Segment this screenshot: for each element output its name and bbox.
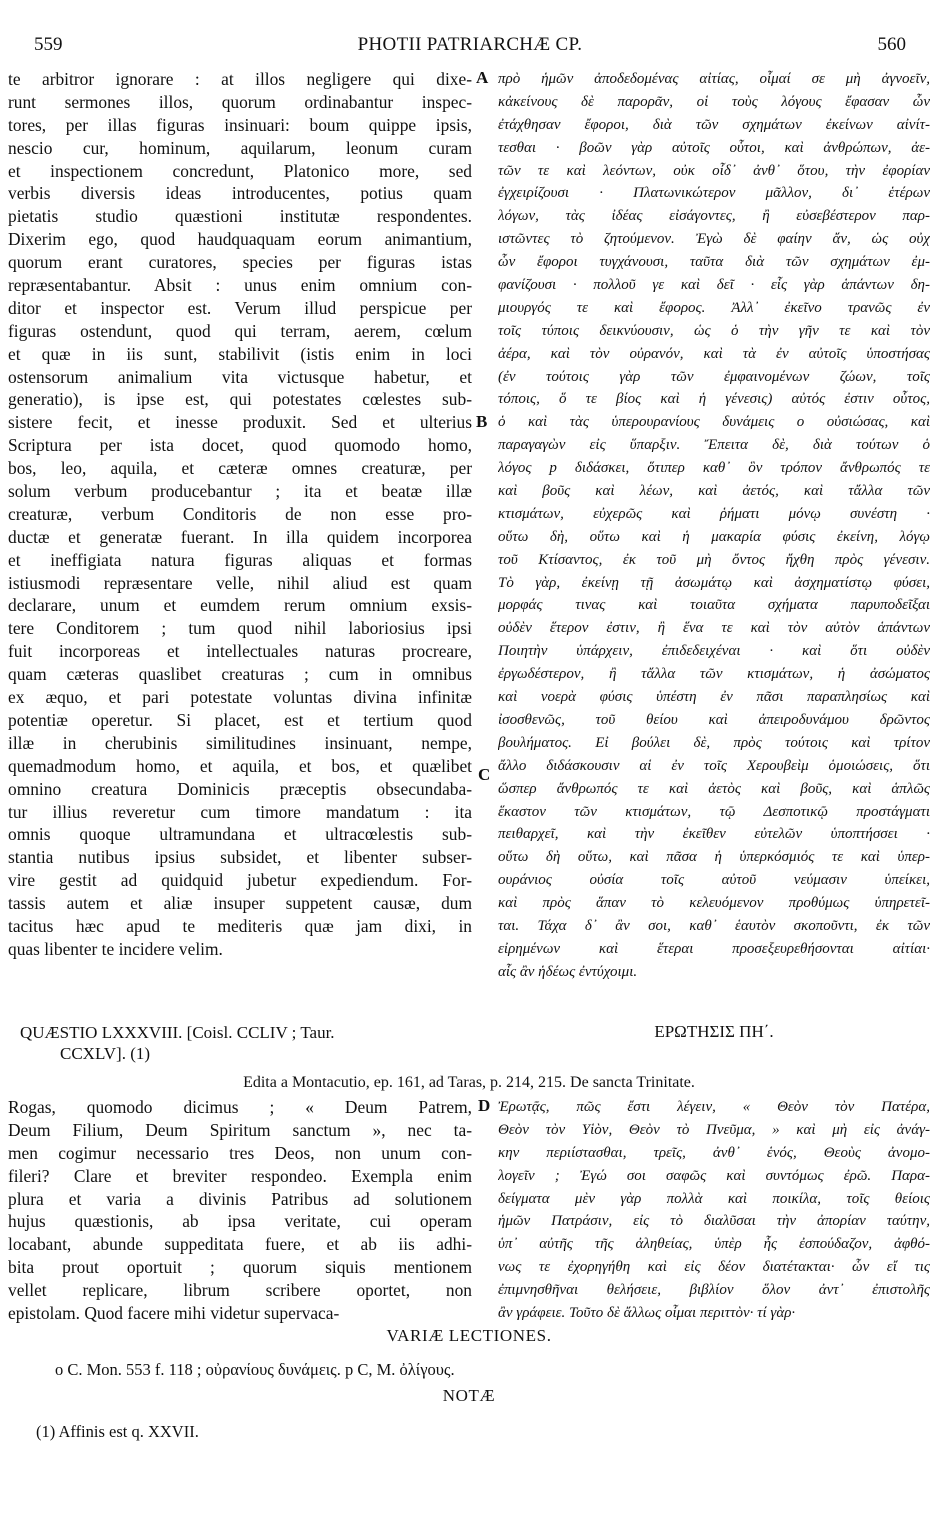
greek-text-line: ἡμῶν Πατράσιν, εἰς τὸ διαλῦσαι τὴν ἀπορίαν ταύτην, <box>498 1213 930 1230</box>
latin-text-line: et ineffigiata natura figuras aliquas et formas <box>8 549 472 570</box>
notae-title: NOTÆ <box>442 1386 496 1405</box>
greek-text-line: τοῖς τύποις δεικνύουσιν, ὡς ὁ τὴν γῆν τε καὶ τὸν <box>498 322 930 339</box>
latin-text-line: tacitus hæc apud te mediteris quæ jam dixi, in <box>8 915 472 936</box>
latin-text-line: fileri? Clare et breviter respondeo. Exempla enim <box>8 1165 472 1186</box>
section-marker-d: D <box>478 1096 491 1115</box>
greek-text-line: καὶ βοῦς καὶ λέων, καὶ ἀετός, καὶ τἄλλα τῶν <box>498 483 930 500</box>
greek-text-line: λόγος p διδάσκει, ὅτιπερ καθ᾽ ὃν τρόπον ἄνθρωπός τε <box>498 460 930 477</box>
greek-text-line: ἐτάχθησαν ἔφοροι, διὰ τῶν σχημάτων ἐκείνων αἰνίτ- <box>498 116 930 133</box>
latin-text-line: quas libenter te incidere velim. <box>8 938 223 959</box>
latin-text-line: quemadmodum homo, et aquila, et bos, et quælibet <box>8 755 472 776</box>
latin-text-line: fuit incorporeas et intellectuales naturas procreare, <box>8 641 472 662</box>
latin-text-line: Scriptura per ista docet, quod quomodo homo, <box>8 435 472 456</box>
greek-text-line: ουράνιος οὐσία τοῖς αὐτοῦ νεύμασιν ὑπείκει, <box>498 872 930 889</box>
latin-text-line: nescio cur, hominum, aquilarum, leonum curam <box>8 137 472 158</box>
greek-text-line: παραγαγὼν εἰς ὕπαρξιν. Ἔπειτα δὲ, διὰ τούτων ὁ <box>498 437 930 454</box>
latin-text-line: figuras ostendunt, quod qui terram, aerem, cœlum <box>8 320 472 341</box>
latin-text-line: locabant, abunde suppeditata fuere, et ab iis adhi- <box>8 1234 472 1255</box>
latin-text-line: generatio), is ipse est, qui potestates cœlestes sub- <box>8 389 472 410</box>
greek-text-line: ἕκαστον τῶν κτισμάτων, τῷ Δεσποτικῷ προστάγματι <box>498 803 930 820</box>
greek-text-line: Ἐρωτᾷς, πῶς ἔστι λέγειν, « Θεὸν τὸν Πατέρα, <box>498 1099 930 1115</box>
greek-column-top <box>498 68 930 984</box>
latin-text-line: potentiæ operetur. Si placet, est et tertium quod <box>8 709 472 730</box>
variae-lectiones-title: VARIÆ LECTIONES. <box>386 1326 552 1345</box>
latin-text-line: illæ in cherubinis similitudines insinuant, nempe, <box>8 732 472 753</box>
greek-text-line: ἂν γράφειε. Τοῦτο δὲ ἄλλως οἶμαι περιττὸν· τί γὰρ· <box>498 1305 796 1322</box>
latin-text-line: et inspectionem concredunt, Platonico more, sed <box>8 160 472 181</box>
latin-text-line: ductæ et generatæ fuerant. In illa quidem incorporea <box>8 526 472 547</box>
greek-text-line: νως τε ἐχορηγήθη καὶ εἰς δέον διατέτακται· ὧν εἴ τις <box>498 1259 930 1276</box>
question-latin-title <box>20 1022 472 1064</box>
question-greek-title: ΕΡΩΤΗΣΙΣ ΠΗ΄. <box>654 1022 774 1041</box>
latin-text-line: sistere fecit, et inesse produxit. Sed et ulterius <box>8 412 472 433</box>
latin-text-line: Rogas, quomodo dicimus ; « Deum Patrem, <box>8 1097 472 1117</box>
notae-text: (1) Affinis est q. XXVII. <box>36 1422 199 1441</box>
greek-text-line: ὁ καὶ τὰς ὑπερουρανίους δυνάμεις ο οὐσιώσας, καὶ <box>498 414 930 431</box>
greek-text-line: εἰρημένων καὶ ἕτεραι προσεξευρεθήσονται αἰτίαι· <box>498 940 930 957</box>
greek-text-line: ὧν ἔφοροι τυγχάνουσι, ταῦτα διὰ τῶν σχημάτων ἐμ- <box>498 254 930 271</box>
greek-text-line: ται. Τάχα δ᾽ ἂν σοι, καθ᾽ ἑαυτὸν σκοποῦντι, ἐκ τῶν <box>498 917 930 934</box>
latin-text-line: epistolam. Quod facere mihi videtur supervaca- <box>8 1303 340 1324</box>
greek-text-line: ἐπιμνησθῆναι θελήσειε, βιβλίον ὅλον ἀντ᾽ ἐπιστολῆς <box>498 1282 930 1299</box>
running-title: PHOTII PATRIARCHÆ CP. <box>357 34 583 55</box>
latin-text-line: verbis diversis ideas introducentes, potius quam <box>8 183 472 204</box>
greek-text-line: κτισμάτων, εὐχερῶς καὶ ῥήματι μόνῳ συνέστη · <box>498 505 930 522</box>
greek-text-line: ἄλλο διδάσκουσιν αἱ ἐν τοῖς Χερουβεὶμ ὁμοιώσεις, ὅτι <box>498 757 930 774</box>
section-marker-c: C <box>478 765 491 784</box>
latin-text-line: omnino creatura Dominicis præceptis obsecundaba- <box>8 778 472 799</box>
page-header <box>34 34 906 60</box>
greek-text-line: τεσθαι · βοῶν γὰρ αὐτοῖς οὗτοι, καὶ ἀνθρώπων, ἀε- <box>498 139 930 156</box>
greek-text-line: μορφάς τινας καὶ τοιαῦτα σχήματα παρυποδεῖξαι <box>498 597 930 614</box>
greek-text-line: πρὸ ἡμῶν ἀποδεδομένας αἰτίας, οἶμαί σε μὴ ἀγνοεῖν, <box>498 71 930 87</box>
latin-text-line: Dixerim ego, quod haudquaquam eorum animantium, <box>8 229 472 250</box>
variae-lectiones-text: o C. Mon. 553 f. 118 ; οὐρανίους δυνάμεις. p C, M. ὀλίγους. <box>55 1360 455 1379</box>
greek-text-line: (ἐν τούτοις γὰρ τῶν ἐμφαινομένων ζώων, τοῖς <box>498 368 930 385</box>
greek-text-line: οὐδὲν ἕτερον ἐστιν, ἢ ἕνα τε καὶ τὸν αὐτὸν ἁπάντων <box>498 620 930 637</box>
latin-text-line: repræsentabantur. Absit : unus enim omnium con- <box>8 275 472 296</box>
latin-text-line: men cogimur necessario tres Deos, non unum con- <box>8 1142 472 1163</box>
greek-text-line: τόποις, ὅ τε βίος καὶ ἡ γένεσις) αὐτός ἐστιν οὗτος, <box>498 391 930 408</box>
greek-text-line: κην περιίστασθαι, τρεῖς, ἀνθ᾽ ἑνός, Θεοὺς ἀνομο- <box>498 1144 930 1161</box>
greek-text-line: οὕτω δὴ οὕτω, καὶ πᾶσα ἡ ὑπερκόσμιός τε καὶ ὑπερ- <box>498 849 930 866</box>
greek-text-line: λογεῖν ; Ἐγώ σοι σαφῶς καὶ συντόμως ἐρῶ. Παρα- <box>498 1167 930 1184</box>
greek-text-line: πειθαρχεῖ, καὶ τὴν ἐκεῖθεν εὐτελῶν ὑποπτήσσει · <box>498 826 930 843</box>
greek-text-line: Ποιητὴν ὑπάρχειν, ἐπιδεδειχέναι · καὶ ὅτι οὐδὲν <box>498 643 930 660</box>
greek-text-line: βουλήματος. Εἰ βούλει δὲ, πρὸς τούτοις καὶ τρίτον <box>498 734 930 751</box>
latin-text-line: hujus quæstionis, ab ipsa veritate, cui operam <box>8 1211 472 1232</box>
latin-text-line: creaturæ, verbum Conditoris de non esse pro- <box>8 503 472 524</box>
latin-text-line: Deum Filium, Deum Spiritum sanctum », nec ta- <box>8 1119 472 1140</box>
greek-text-line: καὶ νοερὰ φύσις ὑπέστη ἐν πᾶσι παραπλησίως καὶ <box>498 689 930 706</box>
latin-text-line: quam cæteras quaslibet creaturas ; cum in omnibus <box>8 664 472 685</box>
greek-text-line: ιστῶντες τὸ ζητούμενον. Ἐγὼ δὲ φαίην ἄν, ὡς οὐχ <box>498 231 930 248</box>
latin-text-line: runt sermones illos, quorum ordinabantur inspec- <box>8 91 472 112</box>
edition-note: Edita a Montacutio, ep. 161, ad Taras, p. 214, 215. De sancta Trinitate. <box>243 1074 695 1091</box>
greek-text-line: ἐργωδέστερον, ἢ τἄλλα τῶν κτισμάτων, ἡ ἀσώματος <box>498 666 930 683</box>
latin-text-line: te arbitror ignorare : at illos negligere qui dixe- <box>8 69 472 89</box>
question-latin-title-line-2: CCXLV]. (1) <box>60 1044 151 1063</box>
latin-text-line: bos, leo, aquila, et cæteræ omnes creaturæ, per <box>8 458 472 479</box>
greek-text-line: καὶ πρὸς ἅπαν τὸ κελευόμενον προθύμως ὑπηρετεῖ- <box>498 895 930 912</box>
latin-text-line: tere Conditorem ; tum quod nihil laboriosius ipsi <box>8 618 472 639</box>
latin-text-line: tassis autem et aliæ insuper suppetent causæ, dum <box>8 893 472 914</box>
latin-text-line: plura et varia a divinis Patribus ad solutionem <box>8 1188 472 1209</box>
latin-column-top <box>8 68 472 961</box>
greek-text-line: ὥσπερ ἄνθρωπός τε καὶ ἀετὸς καὶ βοῦς, καὶ ἁπλῶς <box>498 780 930 797</box>
latin-text-line: vellet replicare, librum scribere oportet, non <box>8 1280 472 1301</box>
latin-text-line: declarare, unum et eumdem rerum omnium exsis- <box>8 595 472 616</box>
latin-text-line: vire gestit ad quidquid jubetur expediendum. For- <box>8 870 472 891</box>
page-number-right: 560 <box>877 34 906 55</box>
latin-text-line: omnis quoque ultramundana et ultracœlestis sub- <box>8 824 472 845</box>
latin-text-line: et quæ in iis sunt, stabilivit (istis enim in loci <box>8 343 472 364</box>
greek-text-line: ἀέρα, καὶ τὸν οὐρανόν, καὶ τὰ ἐν αὐτοῖς ὑποστήσας <box>498 345 930 362</box>
greek-text-line: μιουργός τε καὶ ἔφορος. Ἀλλ᾽ ἐκεῖνο τρανῶς ἐν <box>498 299 930 316</box>
section-marker-a: A <box>476 68 489 87</box>
question-latin-title-line-1: QUÆSTIO LXXXVIII. [Coisl. CCLIV ; Taur. <box>20 1023 335 1042</box>
greek-text-line: κἀκείνους δὲ παρορᾶν, οἱ τοὺς λόγους ἔφασαν ὧν <box>498 93 930 110</box>
greek-text-line: ὑπ᾽ αὐτῆς τῆς ἀληθείας, ὑπὲρ ἧς ἐσπούδαζον, ἀφθό- <box>498 1236 930 1253</box>
latin-text-line: stantia nutibus ipsius subsidet, et libenter subser- <box>8 847 472 868</box>
greek-text-line: λόγων, τὰς ἰδέας εἰσάγοντες, ἢ εὐσεβέστερον παρ- <box>498 208 930 225</box>
latin-text-line: ex æquo, et pari potestate voluntas divina infinitæ <box>8 687 472 708</box>
greek-text-line: τῶν τε καὶ λεόντων, οὐκ οἶδ᾽ ἀνθ᾽ ὅτου, τὴν ἐφορίαν <box>498 162 930 179</box>
latin-column-bottom <box>8 1096 472 1325</box>
greek-text-line: Τὸ γὰρ, ἐκείνῃ τῇ ἀσωμάτῳ καὶ ἀσχηματίστῳ φύσει, <box>498 574 930 591</box>
greek-text-line: δείγματα μὲν γὰρ πολλὰ καὶ ποικίλα, τοῖς θείοις <box>498 1190 930 1207</box>
latin-text-line: solum verbum producebantur ; ita et beatæ illæ <box>8 481 472 502</box>
greek-text-line: αἷς ἂν ἡδέως ἐντύχοιμι. <box>498 963 638 980</box>
page-number-left: 559 <box>34 34 63 55</box>
latin-text-line: ostensorum animalium vita victusque habetur, et <box>8 366 472 387</box>
latin-text-line: pietatis studio quæstioni institutæ respondentes. <box>8 206 472 227</box>
greek-text-line: οὕτω δὴ, οὕτω καὶ ἡ μακαρία φύσις ἐκείνη, λόγῳ <box>498 528 930 545</box>
greek-text-line: φανίζουσι · πολλοῦ γε καὶ δεῖ · εἷς γὰρ ἁπάντων δη- <box>498 277 930 294</box>
latin-text-line: bita prout oportuit ; quorum siquis mentionem <box>8 1257 472 1278</box>
latin-text-line: quorum erant curatores, species per figuras istas <box>8 252 472 273</box>
section-marker-b: B <box>476 412 488 431</box>
greek-text-line: τοῦ Κτίσαντος, ἐκ τοῦ μὴ ὄντος ἤχθη πρὸς γένεσιν. <box>498 551 930 568</box>
latin-text-line: tores, per illas figuras insinuari: boum quippe ipsis, <box>8 114 472 135</box>
greek-text-line: ἰσοσθενῶς, τοῦ θείου καὶ ἀπειροδυνάμου δρῶντος <box>498 711 930 728</box>
greek-text-line: Θεὸν τὸν Υἱὸν, Θεὸν τὸ Πνεῦμα, » καὶ μὴ εἰς ἀνάγ- <box>498 1121 930 1138</box>
latin-text-line: istiusmodi repræsentare velle, nihil aliud est quam <box>8 572 472 593</box>
greek-text-line: ἐγχειρίζουσι · Πλατωνικώτερον μᾶλλον, δι᾽ ἑτέρων <box>498 185 930 202</box>
latin-text-line: tur illius reveretur cum timore mandatum : ita <box>8 801 472 822</box>
latin-text-line: ditor et inspector est. Verum illud perspicue per <box>8 297 472 318</box>
greek-column-bottom <box>498 1096 930 1325</box>
